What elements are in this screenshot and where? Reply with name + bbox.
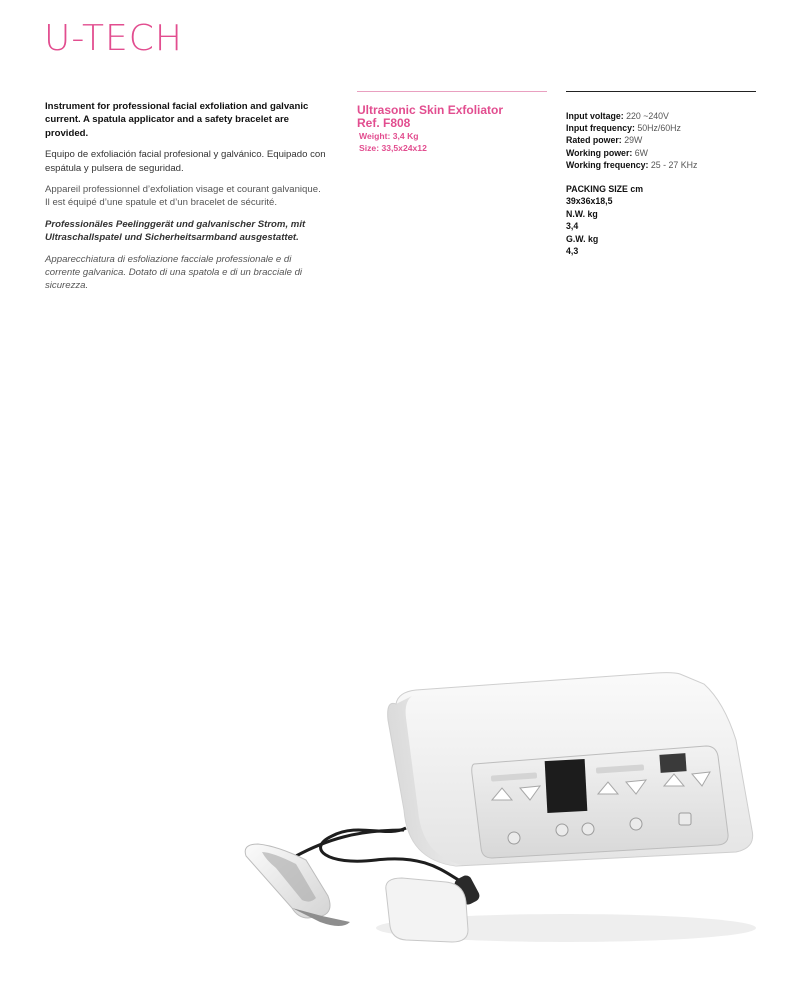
description-column <box>45 100 327 301</box>
description-spanish: Equipo de exfoliación facial profesional y galvánico. Equipado con espátula y pulsera de seguridad. <box>45 149 326 174</box>
specs-divider <box>566 91 756 92</box>
net-weight-label: N.W. kg <box>566 208 598 219</box>
product-photo <box>236 660 756 950</box>
net-weight-value: 3,4 <box>566 221 579 232</box>
product-ref: Ref. F808 <box>357 116 411 130</box>
description-italian: Apparecchiatura di esfoliazione facciale professionale e di corrente galvanica. Dotato di una spatola e di un bracciale di sicurezza. <box>45 253 303 292</box>
center-display <box>545 759 588 813</box>
spec-input-voltage: Input voltage: 220 ~240V <box>566 111 669 121</box>
gross-weight-label: G.W. kg <box>566 233 599 244</box>
description-german: Professionäles Peelinggerät und galvanischer Strom, mit Ultraschallspatel und Sicherheitsarmband ausgestattet. <box>45 218 306 244</box>
timer-display <box>659 753 686 773</box>
brand-title: U-TECH <box>44 18 183 59</box>
specifications <box>566 110 766 257</box>
spec-working-frequency: Working frequency: 25 - 27 KHz <box>566 159 698 170</box>
product-weight: Weight: 3,4 Kg <box>359 131 419 141</box>
product-divider <box>357 91 547 92</box>
safety-bracelet-electrode <box>386 878 468 942</box>
product-size: Size: 33,5x24x12 <box>359 143 427 153</box>
packing-size: 39x36x18,5 <box>566 196 613 207</box>
spec-rated-power: Rated power: 29W <box>566 135 643 146</box>
description-french: Appareil professionnel d’exfoliation visage et courant galvanique. Il est équipé d’une spatule et d’un bracelet de sécurité. <box>45 184 321 209</box>
product-name: Ultrasonic Skin Exfoliator <box>357 103 504 117</box>
packing-title: PACKING SIZE cm <box>566 184 644 195</box>
product-info <box>357 104 557 154</box>
spec-working-power: Working power: 6W <box>566 147 648 158</box>
spec-input-frequency: Input frequency: 50Hz/60Hz <box>566 123 681 134</box>
exfoliator-device-illustration <box>236 660 756 950</box>
packing-info <box>566 183 766 257</box>
description-english: Instrument for professional facial exfoliation and galvanic current. A spatula applicator and a safety bracelet are provided. <box>45 101 309 139</box>
gross-weight-value: 4,3 <box>566 246 579 257</box>
